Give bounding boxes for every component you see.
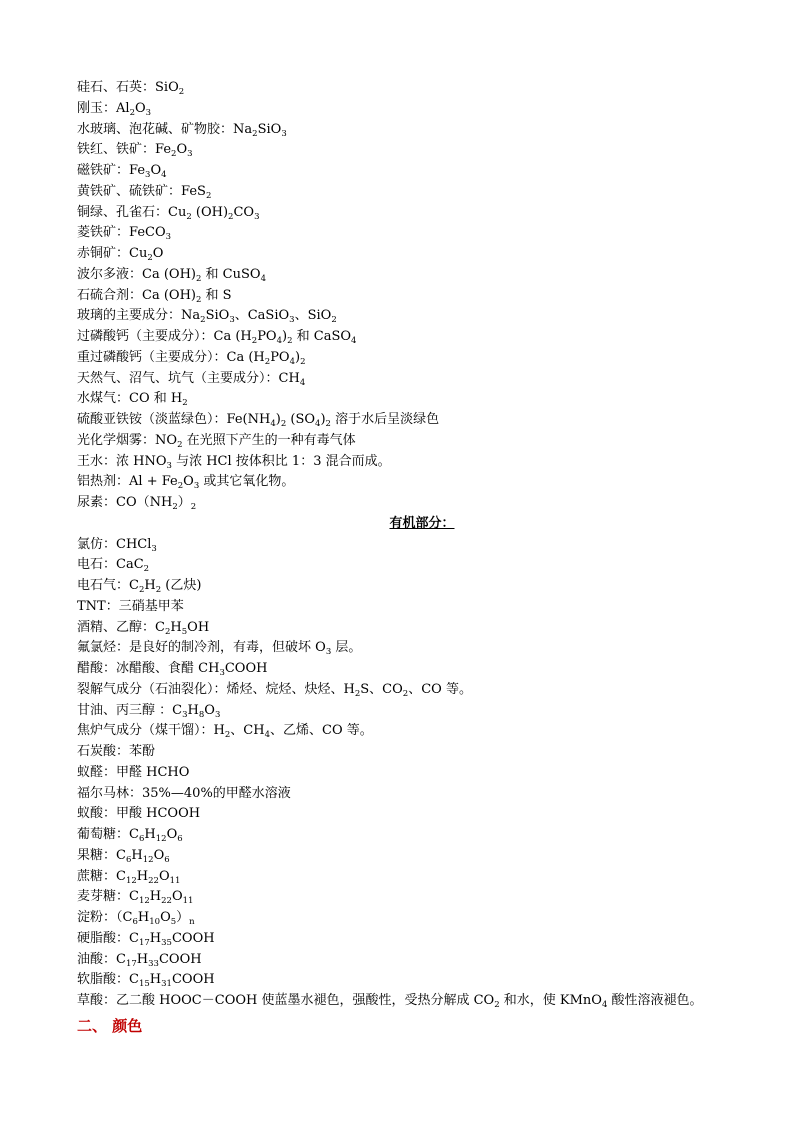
item-text: 是良好的制冷剂，有毒，但破坏 O xyxy=(129,640,326,656)
list-item xyxy=(77,389,767,410)
subscript: 2 xyxy=(494,1000,500,1010)
item-text: Fe(NH xyxy=(226,412,271,427)
item-label: 硫酸亚铁铵（淡蓝绿色）： xyxy=(77,412,227,427)
subscript: 2 xyxy=(177,481,184,492)
item-label: 醋酸： xyxy=(77,661,117,676)
item-label: 王水： xyxy=(77,453,117,469)
item-text: FeCO xyxy=(129,225,166,241)
item-text: Ca (H xyxy=(226,349,265,365)
subscript: 3 xyxy=(325,647,332,658)
item-label: 过磷酸钙（主要成分）： xyxy=(77,329,214,344)
subscript: 2 xyxy=(195,294,202,305)
item-label: 硬脂酸： xyxy=(77,930,130,946)
list-item xyxy=(77,846,767,867)
item-label: 重过磷酸钙（主要成分）： xyxy=(77,349,227,365)
item-label: 刚玉： xyxy=(77,100,117,116)
item-text: C xyxy=(116,951,126,967)
item-text: SiO xyxy=(205,308,230,324)
subscript: 2 xyxy=(200,315,206,326)
item-text: ) xyxy=(275,412,281,427)
list-item xyxy=(77,99,767,120)
item-text: O xyxy=(153,847,165,863)
subscript: 6 xyxy=(164,854,170,865)
item-text: （C xyxy=(116,910,133,925)
item-text: H xyxy=(144,827,156,842)
item-text: Cu xyxy=(168,204,187,220)
item-text: C xyxy=(129,889,139,905)
item-text: O xyxy=(204,702,215,718)
item-label: 福尔马林： xyxy=(77,785,143,801)
item-label: 水煤气： xyxy=(77,391,130,407)
item-text: Ca (OH) xyxy=(142,266,196,282)
subscript: 12 xyxy=(138,896,150,907)
list-item xyxy=(77,535,767,556)
subscript: 2 xyxy=(228,211,234,222)
item-label: 黄铁矿、硫铁矿： xyxy=(77,183,182,199)
item-label: 赤铜矿： xyxy=(77,246,130,261)
subscript: 3 xyxy=(214,709,221,720)
item-text: O xyxy=(166,827,178,842)
list-item xyxy=(77,244,767,265)
subscript: 2 xyxy=(155,585,162,595)
item-label: 软脂酸： xyxy=(77,972,130,988)
item-text: H xyxy=(136,868,149,884)
subscript: 4 xyxy=(601,1000,608,1010)
item-text: 和 CaSO xyxy=(292,329,352,344)
item-text: 冰醋酸、食醋 CH xyxy=(116,661,220,676)
subscript: 2 xyxy=(264,356,271,367)
list-item xyxy=(77,452,767,473)
list-item xyxy=(77,742,767,763)
subscript: 35 xyxy=(161,937,172,948)
subscript: 6 xyxy=(132,917,138,927)
subscript: 2 xyxy=(224,730,231,741)
item-label: TNT： xyxy=(77,598,119,614)
subscript: 10 xyxy=(149,917,161,927)
item-text: 、SiO xyxy=(294,308,332,324)
item-text: Na xyxy=(181,308,201,324)
list-item xyxy=(77,804,767,825)
item-label: 电石： xyxy=(77,557,117,573)
list-item xyxy=(77,348,767,369)
subscript: 3 xyxy=(165,232,172,243)
subscript: 4 xyxy=(276,336,283,346)
item-text: FeS xyxy=(181,183,206,199)
item-text: CO 和 H xyxy=(129,391,183,407)
item-text: O xyxy=(160,910,171,925)
subscript: 6 xyxy=(125,854,132,865)
subscript: 3 xyxy=(229,315,235,326)
item-label: 玻璃的主要成分： xyxy=(77,308,182,324)
item-label: 硅石、石英： xyxy=(77,80,156,95)
item-label: 酒精、乙醇： xyxy=(77,619,156,635)
item-text: H xyxy=(137,910,150,925)
subscript: 3 xyxy=(145,170,151,180)
item-label: 尿素： xyxy=(77,495,117,510)
item-text: C xyxy=(172,702,183,718)
list-item xyxy=(77,970,767,991)
item-text: 甲醛 HCHO xyxy=(116,764,190,780)
item-label: 蚁醛： xyxy=(77,764,117,780)
subscript: 17 xyxy=(138,937,150,948)
subscript: 8 xyxy=(198,709,205,720)
list-item xyxy=(77,306,767,327)
list-item xyxy=(77,597,767,618)
subscript: 3 xyxy=(289,315,295,326)
item-text: H xyxy=(149,972,162,988)
subscript: 4 xyxy=(289,356,296,367)
section-title-colors: 二、 颜色 xyxy=(77,1016,143,1035)
item-text: O xyxy=(176,142,188,158)
item-text: H xyxy=(213,723,225,739)
item-label: 麦芽糖： xyxy=(77,889,130,905)
subscript: 5 xyxy=(181,626,188,637)
subscript: 2 xyxy=(251,336,258,346)
list-item xyxy=(77,991,767,1012)
subscript: 22 xyxy=(161,896,172,907)
item-label: 葡萄糖： xyxy=(77,827,130,842)
item-text: O xyxy=(183,474,194,490)
item-text: C xyxy=(129,972,139,988)
subscript: 33 xyxy=(148,958,159,969)
list-item xyxy=(77,431,767,452)
list-item xyxy=(77,369,767,390)
subscript: 2 xyxy=(300,356,306,367)
item-text: SiO xyxy=(257,121,282,137)
item-label: 蔗糖： xyxy=(77,868,117,884)
list-item xyxy=(77,867,767,888)
subscript: 2 xyxy=(252,128,258,139)
item-label: 淀粉： xyxy=(77,910,117,925)
subscript: 2 xyxy=(172,502,178,512)
item-label: 氟氯烃： xyxy=(77,640,130,656)
list-item xyxy=(77,618,767,639)
item-text: H xyxy=(149,930,162,946)
item-text: NO xyxy=(155,432,178,448)
item-text: O xyxy=(152,246,164,261)
item-label: 水玻璃、泡花碱、矿物胶： xyxy=(77,121,234,137)
item-text: H xyxy=(187,702,199,718)
item-text: PO xyxy=(270,349,290,365)
list-item xyxy=(77,950,767,971)
list-item xyxy=(77,120,767,141)
subscript: 11 xyxy=(182,896,194,907)
item-text: 在光照下产生的一种有毒气体 xyxy=(182,432,356,448)
section-heading-organic: 有机部分： xyxy=(389,515,455,531)
item-label: 焦炉气成分（煤干馏）： xyxy=(77,723,214,739)
subscript: n xyxy=(189,917,195,927)
item-text: PO xyxy=(257,329,277,344)
subscript: 4 xyxy=(315,419,321,429)
item-text: S、CO xyxy=(360,681,403,697)
list-item xyxy=(77,680,767,701)
list-item xyxy=(77,908,767,929)
subscript: 3 xyxy=(151,543,157,554)
item-text: Ca (H xyxy=(213,329,252,344)
subscript: 15 xyxy=(138,979,150,990)
subscript: 3 xyxy=(193,481,200,492)
subscript: 2 xyxy=(164,626,171,637)
subscript: 2 xyxy=(287,336,293,346)
list-item xyxy=(77,410,767,431)
list-item xyxy=(77,203,767,224)
list-item xyxy=(77,265,767,286)
item-text: 甲酸 HCOOH xyxy=(116,806,201,822)
item-text: ) xyxy=(295,349,301,365)
item-text: 或其它氧化物。 xyxy=(199,474,295,490)
subscript: 2 xyxy=(195,273,202,284)
subscript: 2 xyxy=(129,107,135,118)
item-text: O xyxy=(171,889,183,905)
item-text: Fe xyxy=(129,163,146,178)
subscript: 2 xyxy=(143,564,150,575)
substance-list xyxy=(77,78,767,1040)
item-text: Al + Fe xyxy=(129,474,178,490)
item-label: 天然气、沼气、坑气（主要成分）： xyxy=(77,370,279,386)
item-text: C xyxy=(155,619,165,635)
item-label: 铝热剂： xyxy=(77,474,130,490)
item-text: CaC xyxy=(116,557,144,573)
subscript: 12 xyxy=(155,834,167,844)
item-text: CH xyxy=(278,370,300,386)
list-item xyxy=(77,825,767,846)
item-text: 酸性溶液褪色。 xyxy=(607,993,703,1008)
subscript: 2 xyxy=(331,315,337,326)
item-text: Na xyxy=(233,121,253,137)
subscript: 2 xyxy=(205,190,212,201)
item-text: C xyxy=(129,827,139,842)
item-label: 铜绿、孔雀石： xyxy=(77,204,169,220)
item-text: H xyxy=(149,889,162,905)
subscript: 12 xyxy=(125,875,137,886)
item-text: O xyxy=(158,868,170,884)
subscript: 2 xyxy=(178,87,185,97)
item-text: COOH xyxy=(158,951,202,967)
subscript: 3 xyxy=(219,668,225,678)
subscript: 4 xyxy=(270,419,276,429)
list-item xyxy=(77,161,767,182)
item-text: 、CO 等。 xyxy=(408,681,472,697)
item-text: Ca (OH) xyxy=(142,287,196,303)
item-text: 、CaSiO xyxy=(234,308,290,324)
item-text: CHCl xyxy=(116,536,152,552)
item-label: 铁红、铁矿： xyxy=(77,142,156,158)
item-text: 35%—40%的甲醛水溶液 xyxy=(142,785,291,801)
list-item xyxy=(77,659,767,680)
list-item xyxy=(77,576,767,597)
list-item xyxy=(77,223,767,244)
item-label: 果糖： xyxy=(77,847,117,863)
subscript: 17 xyxy=(125,958,137,969)
subscript: 2 xyxy=(186,211,192,222)
item-label: 氯仿： xyxy=(77,536,117,552)
item-text: 苯酚 xyxy=(129,744,156,759)
item-text: Fe xyxy=(155,142,172,158)
item-label: 石炭酸： xyxy=(77,744,130,759)
subscript: 31 xyxy=(161,979,172,990)
subscript: 2 xyxy=(280,419,287,429)
subscript: 2 xyxy=(138,585,145,595)
item-text: 和 CuSO xyxy=(201,266,261,282)
subscript: 6 xyxy=(177,834,183,844)
item-text: ) xyxy=(320,412,326,427)
item-text: C xyxy=(116,847,126,863)
list-item xyxy=(77,78,767,99)
item-text: 、乙烯、CO 等。 xyxy=(270,723,373,739)
item-text: 、CH xyxy=(230,723,265,739)
item-text: O xyxy=(150,163,162,178)
item-label: 波尔多液： xyxy=(77,266,143,282)
subscript: 3 xyxy=(187,149,193,160)
item-text: H xyxy=(131,847,143,863)
subscript: 3 xyxy=(145,107,152,118)
item-text: O xyxy=(134,100,146,116)
subscript: 2 xyxy=(182,398,188,409)
item-text: 和水，使 KMnO xyxy=(499,993,602,1008)
item-text: ） xyxy=(177,495,191,510)
subscript: 2 xyxy=(171,149,177,160)
item-text: 三硝基甲苯 xyxy=(118,598,184,614)
subscript: 2 xyxy=(402,688,409,699)
item-text: 和 S xyxy=(201,287,232,303)
item-text: CO（NH xyxy=(116,495,173,510)
list-item xyxy=(77,286,767,307)
subscript: 2 xyxy=(325,419,331,429)
list-item xyxy=(77,701,767,722)
list-item xyxy=(77,472,767,493)
subscript: 6 xyxy=(138,834,145,844)
list-item xyxy=(77,493,767,514)
list-item xyxy=(77,784,767,805)
subscript: 3 xyxy=(182,709,188,720)
list-item xyxy=(77,182,767,203)
subscript: 3 xyxy=(166,460,172,471)
item-text: 烯烃、烷烃、炔烃、H xyxy=(226,681,355,697)
item-label: 菱铁矿： xyxy=(77,225,130,241)
subscript: 4 xyxy=(351,336,357,346)
list-item xyxy=(77,327,767,348)
item-text: SiO xyxy=(155,80,179,95)
item-text: Cu xyxy=(129,246,148,261)
item-text: Al xyxy=(116,100,130,116)
subscript: 11 xyxy=(169,875,181,886)
subscript: 3 xyxy=(281,128,287,139)
subscript: 4 xyxy=(260,273,266,284)
item-label: 石硫合剂： xyxy=(77,287,143,303)
item-text: ） xyxy=(176,910,190,925)
list-item xyxy=(77,887,767,908)
subscript: 2 xyxy=(190,502,197,512)
item-text: H xyxy=(144,578,156,593)
item-label: 磁铁矿： xyxy=(77,163,130,178)
list-item xyxy=(77,555,767,576)
item-text: COOH xyxy=(171,972,215,988)
item-text: (SO xyxy=(286,412,316,427)
list-item xyxy=(77,638,767,659)
subscript: 3 xyxy=(254,211,260,222)
item-text: ) xyxy=(282,329,288,344)
list-item xyxy=(77,763,767,784)
item-label: 电石气： xyxy=(77,578,130,593)
list-item xyxy=(77,929,767,950)
subscript: 12 xyxy=(142,854,154,865)
item-text: COOH xyxy=(171,930,215,946)
item-label: 草酸： xyxy=(77,993,117,1008)
subscript: 22 xyxy=(148,875,159,886)
subscript: 2 xyxy=(177,439,183,450)
item-text: 浓 HNO xyxy=(116,453,167,469)
item-text: 层。 xyxy=(331,640,362,656)
subscript: 4 xyxy=(161,170,167,180)
item-text: CO xyxy=(233,204,255,220)
item-text: OH xyxy=(187,619,210,635)
item-text: (乙炔) xyxy=(161,578,202,593)
item-text: 乙二酸 HOOC－COOH 使蓝墨水褪色，强酸性，受热分解成 CO xyxy=(116,993,495,1008)
item-text: H xyxy=(136,951,149,967)
list-item xyxy=(77,721,767,742)
item-text: 溶于水后呈淡绿色 xyxy=(330,412,440,427)
subscript: 4 xyxy=(264,730,270,741)
item-label: 油酸： xyxy=(77,951,117,967)
item-text: COOH xyxy=(224,661,268,676)
subscript: 2 xyxy=(147,253,153,263)
item-text: 与浓 HCl 按体积比 1：3 混合而成。 xyxy=(171,453,391,469)
item-label: 光化学烟雾： xyxy=(77,432,156,448)
item-text: H xyxy=(170,619,182,635)
item-text: (OH) xyxy=(191,204,229,220)
item-text: C xyxy=(129,578,139,593)
subscript: 4 xyxy=(299,377,306,388)
subscript: 5 xyxy=(170,917,177,927)
list-item xyxy=(77,140,767,161)
item-text: C xyxy=(116,868,126,884)
item-text: C xyxy=(129,930,139,946)
item-label: 蚁酸： xyxy=(77,806,117,822)
subscript: 2 xyxy=(354,688,361,699)
item-label: 甘油、丙三醇 ： xyxy=(77,702,173,718)
item-label: 裂解气成分（石油裂化）： xyxy=(77,681,227,697)
